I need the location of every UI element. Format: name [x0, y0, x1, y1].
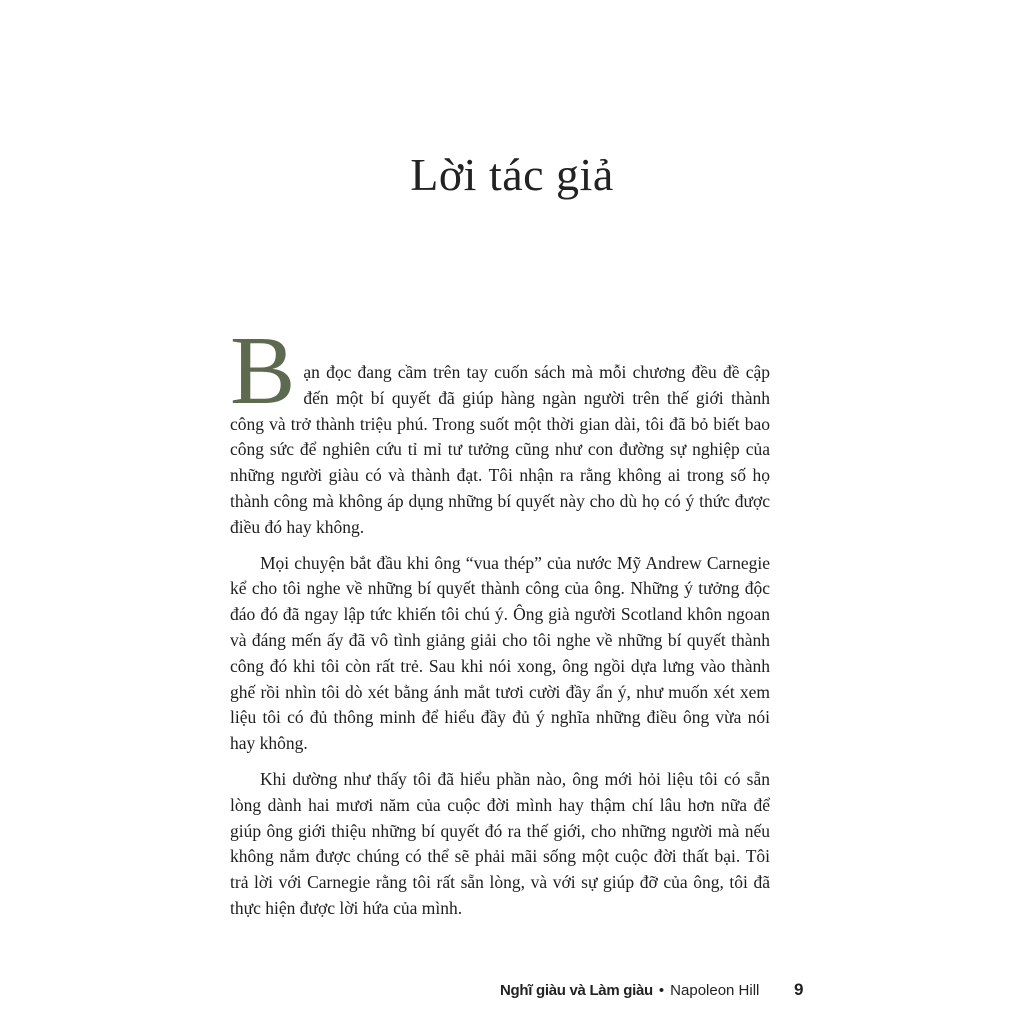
body-text — [230, 317, 770, 932]
paragraph-1 — [230, 317, 770, 541]
page-number: 9 — [794, 980, 804, 999]
paragraph-1-text: ạn đọc đang cầm trên tay cuốn sách mà mỗi chương đều đề cập đến một bí quyết đã giúp hàng ngàn người trên thế giới thành công và trở thành triệu phú. Trong suốt một thời gian dài, tôi đã bỏ biết bao công sức để nghiên cứu tỉ mỉ tư tưởng cũng như con đường sự nghiệp của những người giàu có và thành đạt. Tôi nhận ra rằng không ai trong số họ thành công mà không áp dụng những bí quyết này cho dù họ có ý thức được điều đó hay không. — [230, 362, 770, 537]
drop-cap-spacer — [230, 328, 770, 360]
paragraph-2: Mọi chuyện bắt đầu khi ông “vua thép” của nước Mỹ Andrew Carnegie kể cho tôi nghe về những bí quyết thành công của ông. Những ý tưởng độc đáo đó đã ngay lập tức khiến tôi chú ý. Ông già người Scotland khôn ngoan và đáng mến ấy đã vô tình giảng giải cho tôi nghe về những bí quyết thành công đó khi tôi còn rất trẻ. Sau khi nói xong, ông ngồi dựa lưng vào thành ghế rồi nhìn tôi dò xét bằng ánh mắt tươi cười đầy ẩn ý, như muốn xét xem liệu tôi có đủ thông minh để hiểu đầy đủ ý nghĩa những điều ông vừa nói hay không. — [230, 552, 770, 754]
page-title: Lời tác giả — [410, 149, 614, 200]
paragraph-3: Khi dường như thấy tôi đã hiểu phần nào, ông mới hỏi liệu tôi có sẵn lòng dành hai mươi năm của cuộc đời mình hay thậm chí lâu hơn nữa để giúp ông giới thiệu những bí quyết đó ra thế giới, cho những người mà nếu không nắm được chúng có thể sẽ phải mãi sống một cuộc đời thất bại. Tôi trả lời với Carnegie rằng tôi rất sẵn lòng, và với sự giúp đỡ của ông, tôi đã thực hiện được lời hứa của mình. — [230, 768, 770, 918]
footer-author: Napoleon Hill — [670, 982, 760, 999]
footer-bullet: • — [658, 982, 665, 999]
footer-book-title: Nghĩ giàu và Làm giàu — [500, 982, 653, 999]
running-footer — [500, 982, 759, 999]
drop-cap: B — [230, 317, 296, 425]
